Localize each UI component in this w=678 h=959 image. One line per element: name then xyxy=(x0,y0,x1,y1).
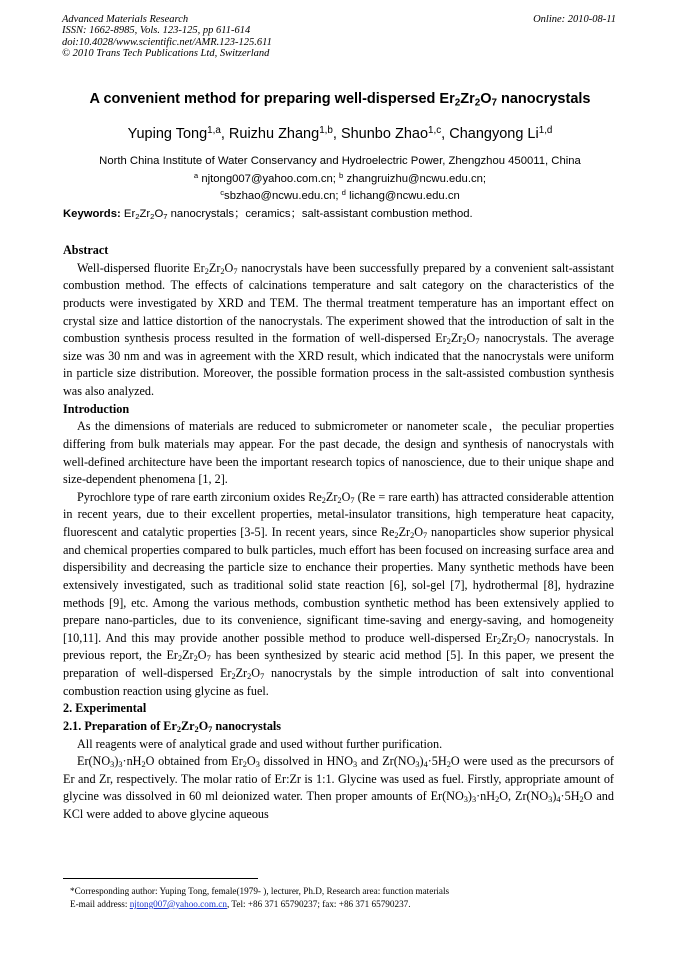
paper-title: A convenient method for preparing well-dispersed $Er_2Zr_2O_7$ nanocrystals xyxy=(89,91,591,109)
email-link[interactable]: njtong007@yahoo.com.cn xyxy=(129,899,227,909)
author-name: Changyong Li xyxy=(449,126,539,142)
journal-header xyxy=(62,14,616,60)
email-line-2: $^c$sbzhao@ncwu.edu.cn; $^d$ lichang@ncwu.edu.cn xyxy=(220,188,460,202)
introduction-heading: Introduction xyxy=(63,401,130,416)
experimental-paragraph-1: All reagents were of analytical grade and used without further purification. xyxy=(77,736,443,751)
experimental-paragraph-2: $Er(NO_3)_3\cdot nH_2O$ obtained from $Er_2O_3$ dissolved in $HNO_3$ and $Zr(NO_3)_4\cdot 5H_2O$ were used as the precursors of Er and Zr, respectively. The molar ratio of Er:Zr is 1:1. Glycine was used as fuel. Firstly, appropriate amount of glycine was dissolved in 60 ml deionized water. Then proper amounts of $Er(NO_3)_3\cdot nH_2O$, $Zr(NO_3)_4\cdot 5H_2O$ and KCl were added to above glycine aqueous xyxy=(63,754,614,821)
contact-line: E-mail address: njtong007@yahoo.com.cn, Tel: +86 371 65790237; fax: +86 371 65790237. xyxy=(70,899,411,909)
abstract-text: Well-dispersed fluorite $Er_2Zr_2O_7$ nanocrystals have been successfully prepared by a convenient salt-assistant combustion method. The effects of calcinations temperature and salt category on the characteristics of the products were investigated by XRD and TEM. The thermal treatment temperature has an important effect on crystal size and lattice distortion of the nanocrystals. The experiment showed that the introduction of salt in the combustion synthesis process resulted in the formation of well-dispersed $Er_2Zr_2O_7$ nanocrystals. The average size was 30 nm and was in agreement with the XRD result, which indicated that the nanocrystals were uniform in particle size distribution. Moreover, the possible formation process in the salt-assisted combustion synthesis was also analyzed. xyxy=(63,260,614,398)
email-line-1: $^a$ njtong007@yahoo.com.cn; $^b$ zhangruizhu@ncwu.edu.cn; xyxy=(193,171,487,185)
paper-body xyxy=(63,242,614,824)
issn-line: ISSN: 1662-8985, Vols. 123-125, pp 611-614 xyxy=(62,25,251,37)
keywords: Keywords: $Er_2Zr_2O_7$ nanocrystals；ceramics；salt-assistant combustion method. xyxy=(63,208,473,221)
abstract-heading: Abstract xyxy=(63,243,109,257)
experimental-subheading: 2.1. Preparation of $Er_2Zr_2O_7$ nanocrystals xyxy=(63,718,282,734)
author-name: Shunbo Zhao xyxy=(340,126,429,142)
intro-paragraph-1: As the dimensions of materials are reduced to submicrometer or nanometer scale，the peculiar properties differing from bulk materials may appear. For the past decade, the design and synthesis of nanocrystals with well-defined architecture have been the important research topics of nanoscience, due to their unique shape and size-dependent phenomena [1, 2]. xyxy=(63,419,614,487)
footnote-rule xyxy=(63,878,258,879)
corresponding-author-note: *Corresponding author: Yuping Tong, female(1979- ), lecturer, Ph.D, Research area: function materials xyxy=(70,886,450,896)
author-name: Yuping Tong xyxy=(127,126,208,142)
author-list: Yuping Tong$^{1,a}$, Ruizhu Zhang$^{1,b}$, Shunbo Zhao$^{1,c}$, Changyong Li$^{1,d}$ xyxy=(127,125,553,142)
doi-line: doi:10.4028/www.scientific.net/AMR.123-125.611 xyxy=(62,36,272,48)
affiliation: North China Institute of Water Conservancy and Hydroelectric Power, Zhengzhou 450011, China xyxy=(99,155,581,167)
keywords-label: Keywords: xyxy=(63,208,121,220)
author-name: Ruizhu Zhang xyxy=(228,126,320,142)
journal-name: Advanced Materials Research xyxy=(62,14,189,25)
footnote xyxy=(70,885,615,911)
online-date: Online: 2010-08-11 xyxy=(533,14,616,25)
intro-paragraph-2: Pyrochlore type of rare earth zirconium oxides $Re_2Zr_2O_7$ (Re = rare earth) has attracted considerable attention in recent years, due to their excellent properties, metal-insulator transitions, high temperature heat capacity, fluorescent and catalytic properties [3-5]. In recent years, since $Re_2Zr_2O_7$ nanoparticles show superior physical and chemical properties compared to bulk particles, much effort has been focused on increasing surface area and dispersibility and decreasing the particle size to enchance their properties. Many synthetic methods have been extensively investigated, such as traditional solid state reaction [6], sol-gel [7], hydrothermal [8], hydrazine methods [9], etc. Among the various methods, combustion synthetic method has been extensively applied to prepare nano-particles, due to its convenience, significant time-saving and energy-saving, and homogeneity [10,11]. And this may provide another possible method to produce well-dispersed $Er_2Zr_2O_7$ nanocrystals. In previous report, the $Er_2Zr_2O_7$ has been synthesized by stearic acid method [5]. In this paper, we present the preparation of well-dispersed $Er_2Zr_2O_7$ nanocrystals by the simple introduction of salt into conventional combustion reaction using glycine as fuel. xyxy=(63,489,615,698)
copyright-line: © 2010 Trans Tech Publications Ltd, Switzerland xyxy=(62,48,270,60)
experimental-heading: 2. Experimental xyxy=(63,701,147,716)
